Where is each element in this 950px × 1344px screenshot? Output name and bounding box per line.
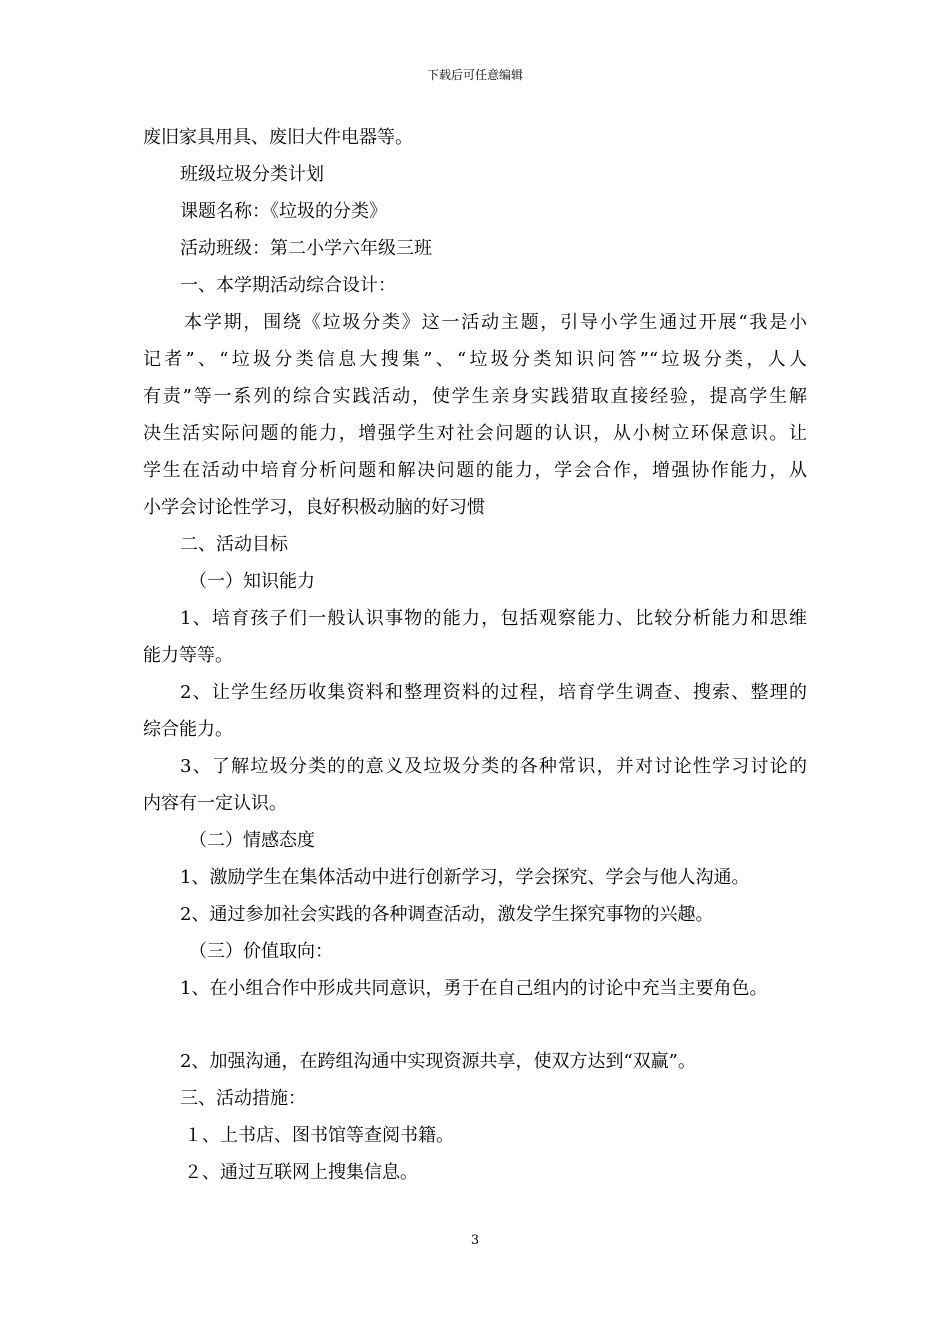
list-item-continuation: 综合能力。: [143, 719, 233, 740]
topic-name: 课题名称：《垃圾的分类》: [180, 201, 387, 222]
subsection-heading: （一）知识能力: [189, 571, 315, 592]
section-heading: 二、活动目标: [180, 534, 288, 555]
list-item: 1、激励学生在集体活动中进行创新学习，学会探究、学会与他人沟通。: [180, 867, 750, 888]
list-item: １、上书店、图书馆等查阅书籍。: [184, 1125, 454, 1146]
document-body: [143, 124, 807, 1187]
list-item: 1、在小组合作中形成共同意识，勇于在自己组内的讨论中充当主要角色。: [180, 978, 768, 999]
list-item: 2、加强沟通，在跨组沟通中实现资源共享，使双方达到“双赢”。: [180, 1051, 696, 1072]
list-item-continuation: 内容有一定认识。: [143, 793, 287, 814]
list-item: 1、培育孩子们一般认识事物的能力，包括观察能力、比较分析能力和思维: [180, 608, 807, 629]
page-header: 下载后可任意编辑: [426, 68, 523, 82]
section-heading: 一、本学期活动综合设计：: [180, 275, 396, 296]
paragraph-line: 本学期，围绕《垃圾分类》这一活动主题，引导小学生通过开展“我是小: [184, 312, 807, 333]
list-item: ２、通过互联网上搜集信息。: [184, 1162, 418, 1183]
activity-class: 活动班级：第二小学六年级三班: [180, 238, 432, 259]
list-item-continuation: 能力等等。: [143, 645, 233, 666]
list-item: 2、通过参加社会实践的各种调查活动，激发学生探究事物的兴趣。: [180, 904, 714, 925]
text-line: 废旧家具用具、废旧大件电器等。: [143, 127, 413, 148]
paragraph-line: 学生在活动中培育分析问题和解决问题的能力，学会合作，增强协作能力，从: [143, 460, 807, 481]
paragraph-line: 记者”、“垃圾分类信息大搜集”、“垃圾分类知识问答”“垃圾分类，人人: [143, 349, 807, 370]
subsection-heading: （三）价值取向：: [189, 941, 333, 962]
list-item: 3、了解垃圾分类的的意义及垃圾分类的各种常识，并对讨论性学习讨论的: [180, 756, 807, 777]
paragraph-line: 有责”等一系列的综合实践活动，使学生亲身实践猎取直接经验，提高学生解: [143, 386, 807, 407]
list-item: 2、让学生经历收集资料和整理资料的过程，培育学生调查、搜索、整理的: [180, 682, 807, 703]
section-heading: 三、活动措施：: [180, 1088, 306, 1109]
paragraph-line: 决生活实际问题的能力，增强学生对社会问题的认识，从小树立环保意识。让: [143, 423, 807, 444]
subsection-heading: （二）情感态度: [189, 830, 315, 851]
page-number: 3: [470, 1233, 480, 1248]
plan-title: 班级垃圾分类计划: [180, 164, 324, 185]
paragraph-line: 小学会讨论性学习，良好积极动脑的好习惯: [143, 497, 485, 518]
